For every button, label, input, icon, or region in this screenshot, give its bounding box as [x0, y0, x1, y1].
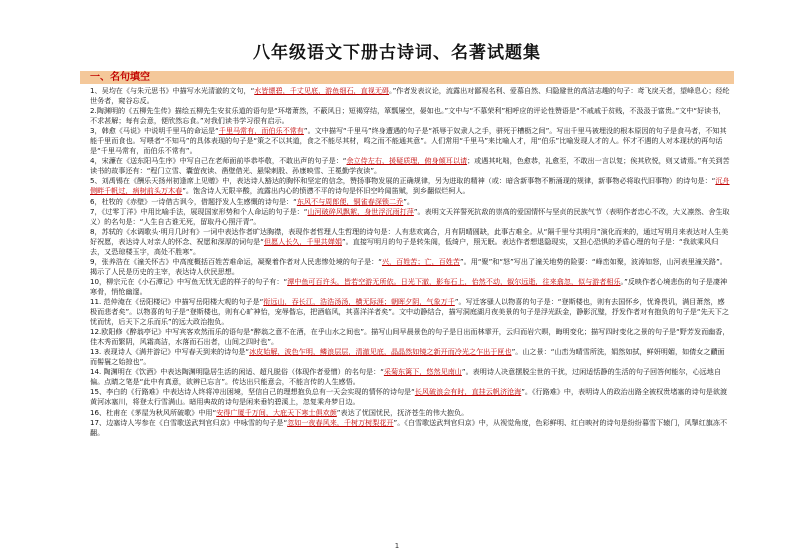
question-rest: ”。山之景：“山峦为晴雪所洗，娟然如拭，鲜妍明媚，如倩女之靧面而髻鬟之始掠也”。 — [90, 347, 725, 367]
question-text: 6，杜牧的《赤壁》一诗借古讽今，借题抒发人生感慨的诗句是：“ — [90, 196, 297, 206]
question-item — [90, 408, 730, 418]
question-item — [90, 126, 730, 156]
answer-text: 潭中鱼可百许头，皆若空游无所依。日光下澈，影布石上，佁然不动，俶尔远逝，往来翕忽，似与游者相乐 — [287, 276, 621, 286]
question-rest: ”。表明诗人决意摆脱尘世的干扰，过闲适恬静的生活的句子回答何能尔，心远地自偏。点睛之笔是“此中有真意，欲辨已忘言”。传达出只能意会，不能言传的人生感悟。 — [90, 367, 721, 387]
answer-text: 沉舟侧畔千帆过，病树前头万木春 — [90, 176, 730, 196]
question-rest: ”。直接写明月的句子是转朱阁，低绮户，照无眠。表达作者想退隐现实，又担心恐惧的矛盾心理的句子是：“我欲乘风归去，又恐琼楼玉宇，高处不胜寒”。 — [90, 236, 719, 256]
section-heading: 一、名句填空 — [90, 72, 150, 83]
question-rest: ”表达了忧国忧民，抚济苍生的伟大抱负。 — [336, 407, 469, 417]
question-rest: ”。文中描写“千里马”终身遭遇的句子是“祇辱于奴隶人之手，骈死于槽枥之间”。写出千里马被埋没的根本原因的句子是食马者，不知其能千里而食也。写喂者“不知马”的具体表现的句子是“策之不以其道，食之不能尽其材，鸣之而不能通其意”。人们常用“千里马”来比喻人才，用“伯乐”比喻发现人才的人。怀才不遇的人对本现状的再句话是“千里马常有，而伯乐不常有”。 — [90, 126, 727, 156]
question-rest: ”。用“聚”和“怒”写出了潼关地势的险要：“峰峦如聚，波涛如怒，山河表里潼关路”。揭示了人民是历史的主宰，表达诗人伏民思想。 — [90, 256, 727, 276]
section-highlight — [80, 71, 734, 84]
question-item — [90, 297, 730, 327]
answer-text: 兴，百姓苦；亡，百姓苦 — [381, 256, 460, 266]
question-rest: ”。饱含诗人无限辛酸，流露出内心的愤懑不平的诗句是怀旧空吟闻笛赋，到乡翻似烂柯人。 — [182, 186, 470, 196]
question-item — [90, 156, 730, 176]
question-rest: ”。写迁客骚人以物喜的句子是：“登斯楼也，则有去国怀乡，忧谗畏讥，满目萧然，感极而悲者矣”。以物喜的句子是“登斯楼也，则有心旷神怡，宠辱偕忘，把酒临风，其喜洋洋者矣”。文中动静结合，描写洞庭湖月夜美景的句子是浮光跃金，静影沉璧，抒发作者对有抱负的句子是“先天下之忧而忧，后天下之乐而乐”的远大政治抱负。 — [90, 296, 729, 327]
question-item — [90, 347, 730, 367]
question-text: 11. 范仲淹在《岳阳楼记》中描写岳阳楼大观的句子是“ — [90, 296, 264, 306]
question-text: 16、杜甫在《茅屋为秋风所破歌》中用“ — [90, 407, 217, 417]
question-item — [90, 277, 730, 297]
question-list — [90, 86, 730, 438]
answer-text: 忽如一夜春风来，千树万树梨花开 — [287, 417, 394, 427]
question-item — [90, 257, 730, 277]
answer-text: 安得广厦千万间，大庇天下寒士俱欢颜 — [216, 407, 337, 417]
question-text: 2.陶渊明的《五柳先生传》描绘五柳先生安贫乐道的语句是“环堵萧然，不蔽风日；短褐穿结，箪瓢屡空，晏如也。”文中与“不慕荣利”相呼应的评论性赞语是“不戚戚于贫贱，不汲汲于富贵。”文中“好读书，不求甚解；每有会意，便欣然忘食。”对我们读书学习很有启示。 — [90, 106, 726, 126]
question-item — [90, 387, 730, 407]
page-number: 1 — [394, 542, 400, 550]
answer-text: 但愿人长久，千里共婵娟 — [263, 236, 342, 246]
question-text: 4，宋濂在《送东阳马生序》中写自己在老师面前毕恭毕敬，不敢出声的句子是：“ — [90, 156, 347, 166]
question-text: 3，韩愈《马说》中说明千里马的命运是“ — [90, 126, 219, 136]
question-text: 9，张养浩在《潼关怀古》中高度概括百姓苦难命运，凝聚着作者对人民悲惨处境的句子是：“ — [90, 256, 382, 266]
question-item — [90, 176, 730, 196]
question-text: 17、边塞诗人岑参在《白雪歌送武判官归京》中咏雪的句子是“ — [90, 417, 288, 427]
question-rest: ”。《行路难》中，表明诗人的政治出路全被权贵堵塞的诗句是欲渡黄河冰塞川，将登太行雪满山。暗用典故的诗句是闲来垂钓碧溪上，忽复乘舟梦日边。 — [90, 387, 728, 407]
question-text: 1、吴均在《与朱元思书》中描写水光清澈的文句，“ — [90, 86, 255, 95]
question-item — [90, 197, 730, 207]
answer-text: 山河破碎风飘絮，身世浮沉雨打萍 — [307, 206, 414, 216]
answer-text: 千里马常有，而伯乐不常有 — [218, 126, 304, 136]
answer-text: 采菊东篱下，悠然见南山 — [383, 367, 462, 377]
answer-text: 冰皮始解，波色乍明，鳞浪层层，清澈见底，晶晶然如镜之新开而冷光之乍出于匣也 — [249, 347, 512, 357]
question-item — [90, 86, 730, 106]
question-text: 15、李白的《行路难》中表达诗人终将冲出困境，坚信自己的理想抱负总有一天会实现的情怀的诗句是“ — [90, 387, 415, 397]
question-rest: ”。《白雪歌送武判官归京》中，从视觉角度，色彩鲜明、红白映衬的诗句是纷纷暮雪下辕门，风掣红旗冻不翻。 — [90, 417, 728, 437]
question-rest: ”。 — [403, 196, 414, 206]
question-text: 5、刘禹锡在《酬乐天扬州初逢席上见赠》中，表达诗人豁达的胸怀和坚定的信念，赞扬事物发展的正确规律，另为进取的精神（或：暗含新事物不断涌现的规律，新事物必将取代旧事物）的诗句是：“ — [90, 176, 716, 186]
document-title: 八年级语文下册古诗词、名著试题集 — [253, 43, 541, 63]
answer-text: 余立侍左右，援疑质理，俯身倾耳以请 — [346, 156, 468, 166]
question-item — [90, 418, 730, 438]
question-item — [90, 327, 730, 347]
question-rest: ”。表明文天祥誓死抗敌的崇高的爱国情怀与坚贞的民族气节（表明作者忠心不改，大义凛然、舍生取义）的名句是：“人生自古谁无死，留取丹心照汗青”。 — [90, 206, 730, 226]
answer-text: 水皆缥碧，千丈见底，游鱼细石，直视无碍 — [254, 86, 390, 95]
question-text: 14. 陶渊明在《饮酒》中表达陶渊明隐居生活的闲适、超凡脱俗（体现作者爱憎）的名句是：“ — [90, 367, 384, 377]
question-rest: 。”反映作者心境悲伤的句子是凄神寒骨，悄怆幽邃。 — [90, 276, 728, 296]
answer-text: 东风不与周郎便，铜雀春深锁二乔 — [296, 196, 404, 206]
question-item — [90, 106, 730, 126]
answer-text: 衔远山，吞长江，浩浩汤汤，横无际涯；朝晖夕阴，气象万千 — [263, 296, 455, 306]
question-text: 7，《过零丁洋》中用比喻手法，展现国家形势和个人命运的句子是：“ — [90, 206, 308, 216]
question-text: 13. 表现诗人《满井游记》中写春天到来的诗句是“ — [90, 347, 250, 357]
question-text: 12.欧阳修《醉翁亭记》中写宾客欢然而乐的语句是“醉翁之意不在酒，在乎山水之间也”。描写山间早晨景色的句子是日出而林霏开，云归而岩穴暝，晦明变化；描写四时变化之景的句子是“野芳发而幽香，佳木秀而繁阴，风霜高洁，水落而石出者，山间之四时也”。 — [90, 327, 730, 347]
question-item — [90, 207, 730, 227]
question-rest: ；或遇其叱咄，色愈恭，礼愈至，不敢出一言以复；俟其欣悦，则又请焉。”有关到苦读书的故事还有：“程门立雪、囊萤夜读、凿壁借光、悬梁刺股、孙康映雪、王冕勤学夜读”。 — [90, 156, 730, 176]
question-item — [90, 367, 730, 387]
question-text: 8，苏轼的《水调歌头·明月几时有》一词中表达作者旷达胸襟，表现作者哲理人生哲理的诗句是：人有悲欢离合，月有阴晴圆缺，此事古难全。从“隔千里兮共明月”演化而来的，通过写明月来表达对人生美好祝愿，表达诗人对亲人的怀念、祝愿和深厚的词句是“ — [90, 226, 729, 246]
question-item — [90, 227, 730, 257]
answer-text: 长风破浪会有时，直挂云帆济沧海 — [414, 387, 522, 397]
question-text: 10，柳宗元在《小石潭记》中写鱼无忧无虑的样子的句子有：“ — [90, 276, 288, 286]
question-rest: 。”作者发表议论，流露出对鄙视名利、爱慕自然、归隐避世的高洁志趣的句子：鸢飞戾天者，望峰息心；经纶世务者，窥谷忘反。 — [90, 86, 730, 106]
